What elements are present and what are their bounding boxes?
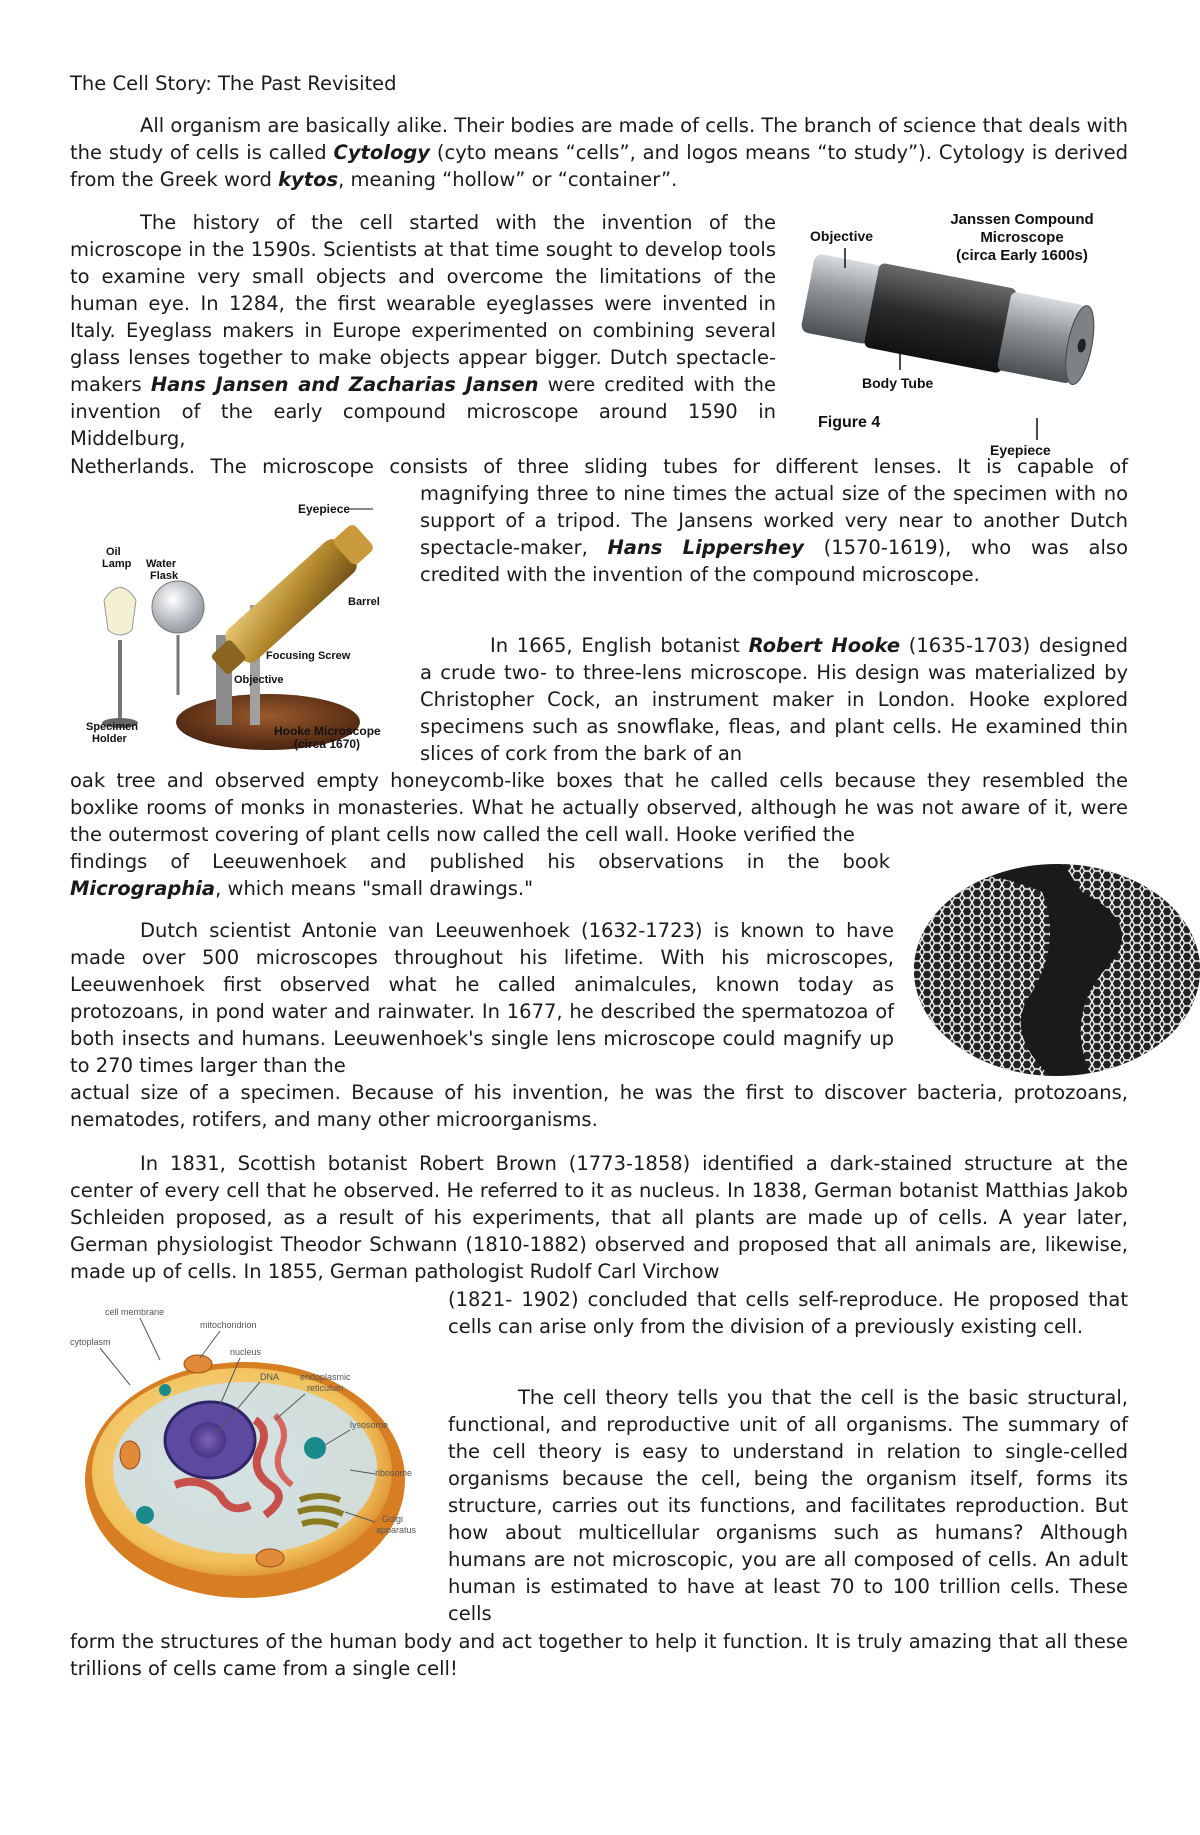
paragraph-cytology: All organism are basically alike. Their bodies are made of cells. The branch of science that deals with the study of cells is called Cytology (cyto means “cells”, and logos means “to study”). Cytology is derived from the Greek word kytos, meaning “hollow” or “container”. bbox=[70, 114, 1128, 191]
term-micrographia: Micrographia bbox=[70, 877, 216, 900]
paragraph-cell-theory-cont: form the structures of the human body and act together to help it function. It is truly amazing that all these trillions of cells came from a single cell! bbox=[70, 1630, 1128, 1680]
paragraph-hooke-cont: oak tree and observed empty honeycomb-like boxes that he called cells because they resembled the boxlike rooms of monks in monasteries. What he actually observed, although he was not aware of it, were the outermost covering of plant cells now called the cell wall. Hooke verified the bbox=[70, 769, 1128, 846]
paragraph-micrographia: findings of Leeuwenhoek and published his observations in the book Micrographia, which means "small drawings." bbox=[70, 850, 890, 900]
label-focusing-screw: Focusing Screw bbox=[266, 650, 351, 662]
label-nucleus: nucleus bbox=[230, 1347, 262, 1357]
paragraph-leeuwenhoek: Dutch scientist Antonie van Leeuwenhoek (1632-1723) is known to have made over 500 microscopes throughout his lifetime. With his microscopes, Leeuwenhoek first observed what he called animalcules, known today as protozoans, in pond water and rainwater. In 1677, he described the spermatozoa of both insects and humans. Leeuwenhoek's single lens microscope could magnify up to 270 times larger than the bbox=[70, 919, 894, 1077]
term-jansens: Hans Jansen and Zacharias Jansen bbox=[150, 373, 539, 396]
hooke-microscope-figure bbox=[68, 495, 408, 760]
term-robert-hooke: Robert Hooke bbox=[748, 634, 901, 657]
janssen-heading-2: Microscope bbox=[980, 229, 1064, 246]
janssen-heading-1: Janssen Compound bbox=[950, 211, 1094, 228]
page-title: The Cell Story: The Past Revisited bbox=[70, 72, 397, 95]
paragraph-jansens-lippershey: magnifying three to nine times the actual size of the specimen with no support of a tripod. The Jansens worked very near to another Dutch spectacle-maker, Hans Lippershey (1570-1619), who was also credited with the invention of the compound microscope. bbox=[420, 482, 1129, 586]
paragraph-brown-schleiden: In 1831, Scottish botanist Robert Brown (1773-1858) identified a dark-stained structure at the center of every cell that he observed. He referred to it as nucleus. In 1838, German botanist Matthias Jakob Schleiden proposed, as a result of his experiments, that all plants are made up of cells. A year later, German physiologist Theodor Schwann (1810-1882) observed and proposed that all animals are, likewise, made up of cells. In 1855, German pathologist Rudolf Carl Virchow bbox=[70, 1152, 1128, 1283]
label-er-1: endoplasmic bbox=[300, 1372, 351, 1382]
paragraph-microscope-history: The history of the cell started with the invention of the microscope in the 1590s. Scientists at that time sought to develop tools to examine very small objects and overcome the limitations of the human eye. In 1284, the first wearable eyeglasses were invented in Italy. Eyeglass makers in Europe experimented on combining several glass lenses together to make objects appear bigger. Dutch spectacle-makers Hans Jansen and Zacharias Jansen were credited with the invention of the early compound microscope around 1590 in Middelburg, bbox=[70, 211, 777, 450]
label-dna: DNA bbox=[260, 1372, 280, 1382]
paragraph-virchow: (1821- 1902) concluded that cells self-reproduce. He proposed that cells can arise only from the division of a previously existing cell. bbox=[448, 1288, 1128, 1338]
label-objective: Objective bbox=[810, 228, 874, 244]
label-cell-membrane: cell membrane bbox=[105, 1307, 165, 1317]
label-water-flask-2: Flask bbox=[150, 570, 179, 582]
term-kytos: kytos bbox=[278, 168, 339, 191]
label-cytoplasm: cytoplasm bbox=[70, 1337, 111, 1347]
label-water-flask-1: Water bbox=[146, 558, 177, 570]
label-eyepiece: Eyepiece bbox=[990, 442, 1051, 458]
animal-cell-figure bbox=[70, 1300, 425, 1605]
cork-cells-image bbox=[912, 862, 1200, 1078]
label-specimen-holder-1: Specimen bbox=[86, 721, 138, 733]
term-cytology: Cytology bbox=[333, 141, 431, 164]
label-body-tube: Body Tube bbox=[862, 375, 934, 391]
label-lysosome: lysosome bbox=[350, 1420, 389, 1430]
hooke-caption-1: Hooke Microscope bbox=[274, 724, 381, 738]
label-golgi-2: apparatus bbox=[376, 1525, 417, 1535]
label-golgi-1: Golgi bbox=[382, 1514, 404, 1524]
label-er-2: reticulum bbox=[307, 1383, 344, 1393]
term-lippershey: Hans Lippershey bbox=[607, 536, 804, 559]
label-specimen-holder-2: Holder bbox=[92, 733, 127, 745]
figure-4-caption: Figure 4 bbox=[818, 414, 881, 431]
paragraph-cell-theory: The cell theory tells you that the cell is the basic structural, functional, and reproductive unit of all organisms. The summary of the cell theory is easy to understand in relation to single-celled organisms because the cell, being the organism itself, forms its structure, carries out its functions, and facilitates reproduction. But how about multicellular organisms such as humans? Although humans are not microscopic, you are all composed of cells. An adult human is estimated to have at least 70 to 100 trillion cells. These cells bbox=[448, 1386, 1128, 1625]
label-barrel: Barrel bbox=[348, 596, 380, 608]
paragraph-hooke: In 1665, English botanist Robert Hooke (1635-1703) designed a crude two- to three-lens microscope. His design was materialized by Christopher Cock, an instrument maker in London. Hooke explored specimens such as snowflake, fleas, and plant cells. He examined thin slices of cork from the bark of an bbox=[420, 634, 1129, 765]
label-mitochondrion: mitochondrion bbox=[200, 1320, 257, 1330]
hooke-label-eyepiece: Eyepiece bbox=[298, 502, 351, 516]
hooke-label-objective: Objective bbox=[234, 674, 284, 686]
label-oil-lamp-2: Lamp bbox=[102, 558, 132, 570]
label-oil-lamp-1: Oil bbox=[106, 546, 121, 558]
paragraph-leeuwenhoek-cont: actual size of a specimen. Because of his invention, he was the first to discover bacteria, protozoans, nematodes, rotifers, and many other microorganisms. bbox=[70, 1081, 1128, 1131]
label-ribosome: ribosome bbox=[375, 1468, 413, 1478]
paragraph-netherlands-line: Netherlands. The microscope consists of three sliding tubes for different lenses. It is capable of bbox=[70, 455, 1128, 478]
janssen-heading-3: (circa Early 1600s) bbox=[956, 247, 1088, 264]
janssen-microscope-figure bbox=[800, 208, 1130, 458]
hooke-caption-2: (circa 1670) bbox=[294, 737, 361, 751]
